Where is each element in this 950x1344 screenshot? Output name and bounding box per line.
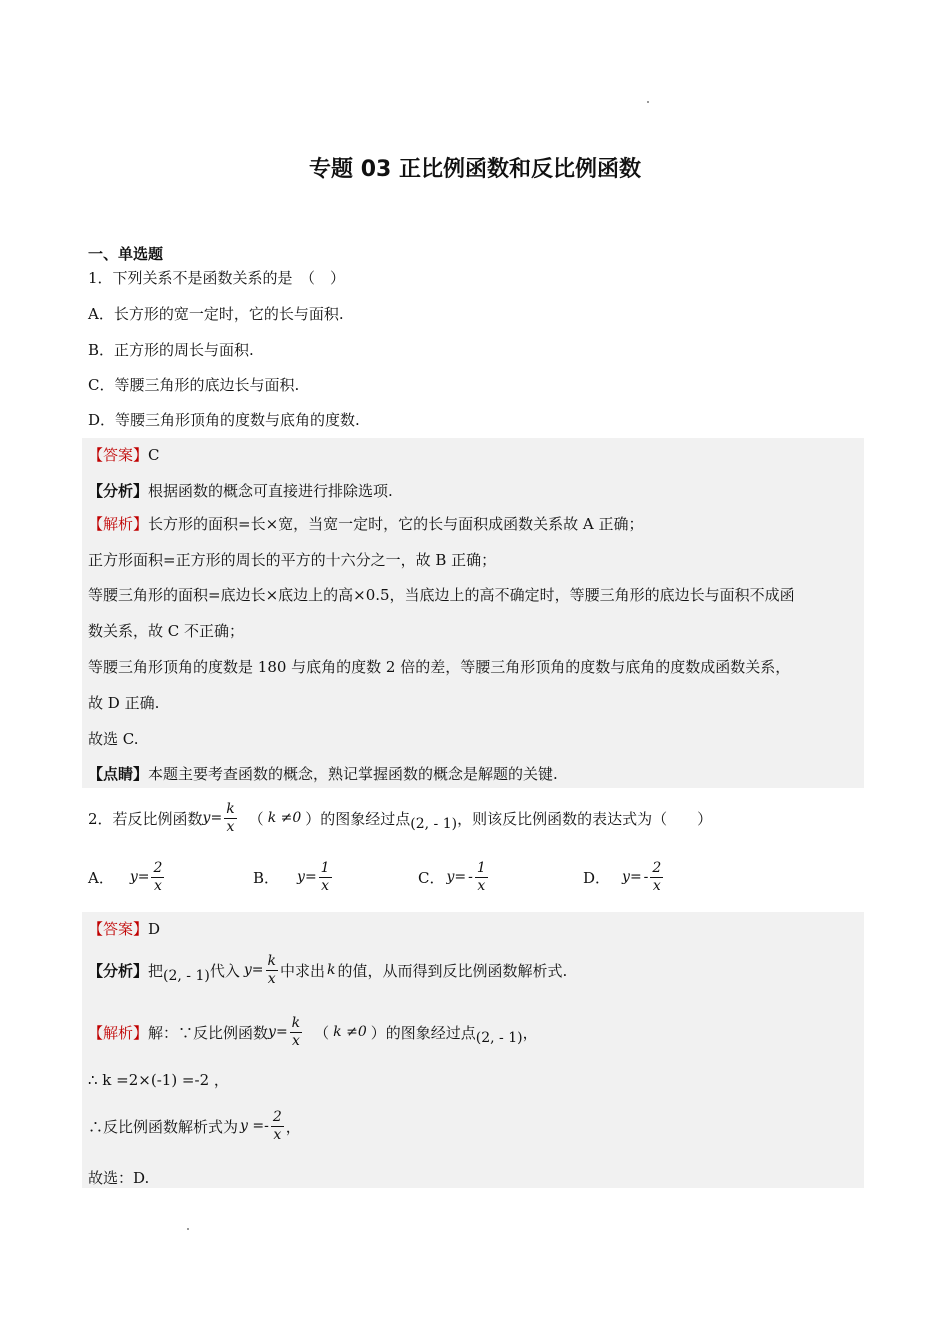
q1-option-a: A．长方形的宽一定时，它的长与面积. bbox=[88, 305, 344, 323]
q1-solution-2: 正方形面积=正方形的周长的平方的十六分之一，故 B 正确； bbox=[88, 551, 497, 569]
q1-comment bbox=[88, 763, 558, 784]
page-title: 专题 03 正比例函数和反比例函数 bbox=[309, 157, 641, 182]
q2-option-a: A． y= $\frac{2}{x}$ bbox=[88, 859, 163, 894]
q1-solution-1 bbox=[88, 513, 644, 534]
q2-final: 故选：D. bbox=[88, 1169, 150, 1187]
q1-solution-7: 故选 C. bbox=[88, 730, 139, 748]
q1-stem: 1．下列关系不是函数关系的是 （ ） bbox=[88, 269, 346, 287]
q2-step-1: ∴ k =2×(-1) =-2 ， bbox=[88, 1071, 229, 1089]
answer-tag: 【答案】 bbox=[88, 446, 149, 464]
section-heading: 一、单选题 bbox=[88, 245, 164, 263]
top-speck bbox=[647, 101, 649, 103]
q1-solution-4: 数关系，故 C 不正确； bbox=[88, 622, 245, 640]
solution-tag: 【解析】 bbox=[88, 515, 149, 533]
q1-answer bbox=[88, 444, 160, 465]
q2-analysis: 【分析】 把 (2, - 1) 代入 y= $\frac{k}{x}$ 中求出 k 的值，从而得到反比例函数解析式. bbox=[88, 952, 568, 987]
bottom-speck bbox=[187, 1228, 189, 1230]
q2-fraction: $\frac{k}{x}$ bbox=[226, 800, 235, 835]
q1-option-c: C．等腰三角形的底边长与面积. bbox=[88, 376, 300, 394]
q2-solution: 【解析】 解：∵反比例函数 y= $\frac{k}{x}$ （ k ≠0 ） 的图象经过点 (2, - 1) ， bbox=[88, 1014, 538, 1049]
q1-solution-5: 等腰三角形顶角的度数是 180 与底角的度数 2 倍的差，等腰三角形顶角的度数与底角的度数成函数关系， bbox=[88, 658, 791, 676]
comment-text: 本题主要考查函数的概念，熟记掌握函数的概念是解题的关键. bbox=[148, 765, 558, 783]
q2-answer: 【答案】D bbox=[88, 920, 161, 938]
q2-step-2: ∴反比例函数解析式为 y =- $\frac{2}{x}$ ， bbox=[88, 1108, 301, 1143]
comment-tag: 【点睛】 bbox=[88, 765, 149, 783]
q1-option-b: B．正方形的周长与面积. bbox=[88, 341, 254, 359]
q2-option-b: B． y= $\frac{1}{x}$ bbox=[253, 859, 330, 894]
q2-option-d: D． y= - $\frac{2}{x}$ bbox=[583, 859, 662, 894]
q1-analysis bbox=[88, 480, 393, 501]
q2-stem: 2．若反比例函数 y= $\frac{k}{x}$ （ k ≠0 ）的图象经过点 (2, - 1) ，则该反比例函数的表达式为（ ） bbox=[88, 800, 713, 835]
answer-value: C bbox=[148, 446, 160, 464]
q1-solution-6: 故 D 正确. bbox=[88, 694, 160, 712]
q1-option-d: D．等腰三角形顶角的度数与底角的度数. bbox=[88, 411, 360, 429]
solution-text: 长方形的面积=长×宽，当宽一定时，它的长与面积成函数关系故 A 正确； bbox=[148, 515, 644, 533]
analysis-text: 根据函数的概念可直接进行排除选项. bbox=[148, 482, 393, 500]
q2-option-c: C． y= - $\frac{1}{x}$ bbox=[418, 859, 486, 894]
q1-solution-3: 等腰三角形的面积=底边长×底边上的高×0.5，当底边上的高不确定时，等腰三角形的底边长与面积不成函 bbox=[88, 586, 795, 604]
analysis-tag: 【分析】 bbox=[88, 482, 149, 500]
